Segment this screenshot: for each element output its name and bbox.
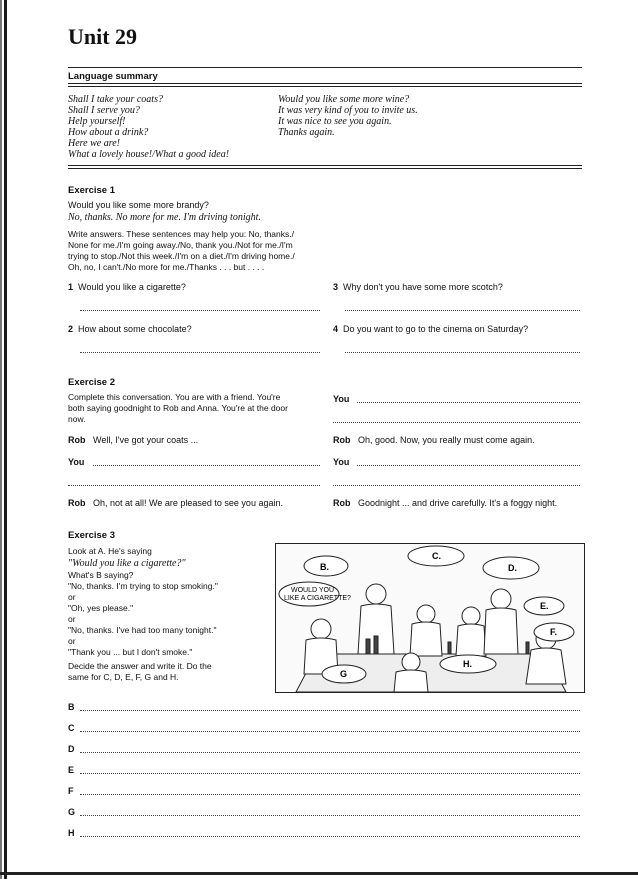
answer-line[interactable] [93, 465, 320, 466]
summary-left: Shall I take your coats? Shall I serve you? Help yourself! How about a drink? Here we are! What a lovely house!/What a good idea! [68, 94, 230, 160]
page-title: Unit 29 [68, 24, 138, 49]
bubble-label: B. [320, 562, 329, 572]
rule-top [68, 67, 582, 68]
ex3-text: Look at A. He's saying "Would you like a cigarette?" What's B saying? "No, thanks. I'm trying to stop smoking." or "Oh, yes please." or "No, thanks. I've had too many tonight." or "Thank you ... but I don't smoke." Decide the answer and write it. Do the same for C, D, E, F, G and H. [68, 546, 218, 682]
ex2-rob-line-3: Rob Oh, good. Now, you really must come again. [333, 435, 535, 445]
binding-line [4, 0, 7, 879]
answer-line[interactable] [80, 836, 580, 837]
summary-heading: Language summary [68, 71, 158, 82]
answer-row: C [68, 723, 580, 744]
answer-line[interactable] [80, 752, 580, 753]
rule [68, 86, 582, 87]
ex1-example: No, thanks. No more for me. I'm driving tonight. [68, 212, 261, 223]
bubble-label: D. [508, 563, 517, 573]
answer-line[interactable] [80, 773, 580, 774]
party-illustration [275, 543, 585, 693]
ex1-prompt: Would you like some more brandy? [68, 200, 209, 210]
answer-line[interactable] [80, 710, 580, 711]
answer-line[interactable] [80, 310, 320, 311]
speaker-you: You [333, 394, 350, 404]
page-edge [0, 0, 2, 879]
ex2-rob-line-1: Rob Well, I've got your coats ... [68, 435, 199, 445]
answer-row: H [68, 828, 580, 849]
speaker-you: You [333, 457, 350, 467]
ex1-q1: 1 Would you like a cigarette? [68, 282, 186, 292]
bottom-edge [0, 872, 638, 875]
ex3-heading: Exercise 3 [68, 530, 116, 541]
bubble-text: LIKE A CIGARETTE? [284, 595, 351, 602]
ex3-answers [68, 702, 580, 849]
ex2-instructions: Complete this conversation. You are with a friend. You're both saying goodnight to Rob and Anna. You're at the door now. [68, 392, 288, 424]
answer-line[interactable] [345, 352, 580, 353]
answer-row: D [68, 744, 580, 765]
party-scene [276, 544, 584, 692]
answer-line[interactable] [345, 310, 580, 311]
speaker-you: You [68, 457, 85, 467]
bubble-label: F. [550, 627, 558, 637]
summary-right: Would you like some more wine? It was very kind of you to invite us. It was nice to see you again. Thanks again. [278, 94, 418, 138]
ex2-rob-line-4: Rob Goodnight ... and drive carefully. It's a foggy night. [333, 498, 558, 508]
answer-line[interactable] [333, 485, 580, 486]
answer-line[interactable] [80, 815, 580, 816]
answer-row: B [68, 702, 580, 723]
answer-line[interactable] [80, 352, 320, 353]
bubble-label: H. [463, 659, 472, 669]
answer-line[interactable] [333, 422, 580, 423]
rule [68, 168, 582, 169]
answer-line[interactable] [80, 794, 580, 795]
ex2-heading: Exercise 2 [68, 377, 116, 388]
answer-line[interactable] [68, 485, 320, 486]
ex1-heading: Exercise 1 [68, 185, 116, 196]
answer-line[interactable] [357, 402, 580, 403]
ex1-q4: 4 Do you want to go to the cinema on Saturday? [333, 324, 529, 334]
rule [68, 83, 582, 84]
answer-row: G [68, 807, 580, 828]
bubble-text: WOULD YOU [291, 587, 335, 594]
bubble-label: C. [432, 551, 441, 561]
ex1-q2: 2 How about some chocolate? [68, 324, 192, 334]
answer-line[interactable] [357, 465, 580, 466]
ex1-q3: 3 Why don't you have some more scotch? [333, 282, 503, 292]
answer-row: E [68, 765, 580, 786]
ex1-instructions: Write answers. These sentences may help you: No, thanks./ None for me./I'm going away./No, thank you./Not for me./I'm trying to stop./Not this week./I'm on a diet./I'm driving home./ Oh, no, I can't./No more for me./Thanks . . . but . . . . [68, 229, 295, 272]
rule [68, 165, 582, 166]
bubble-label: G [340, 669, 348, 679]
ex2-rob-line-2: Rob Oh, not at all! We are pleased to see you again. [68, 498, 283, 508]
answer-row: F [68, 786, 580, 807]
answer-line[interactable] [80, 731, 580, 732]
bubble-label: E. [540, 601, 549, 611]
